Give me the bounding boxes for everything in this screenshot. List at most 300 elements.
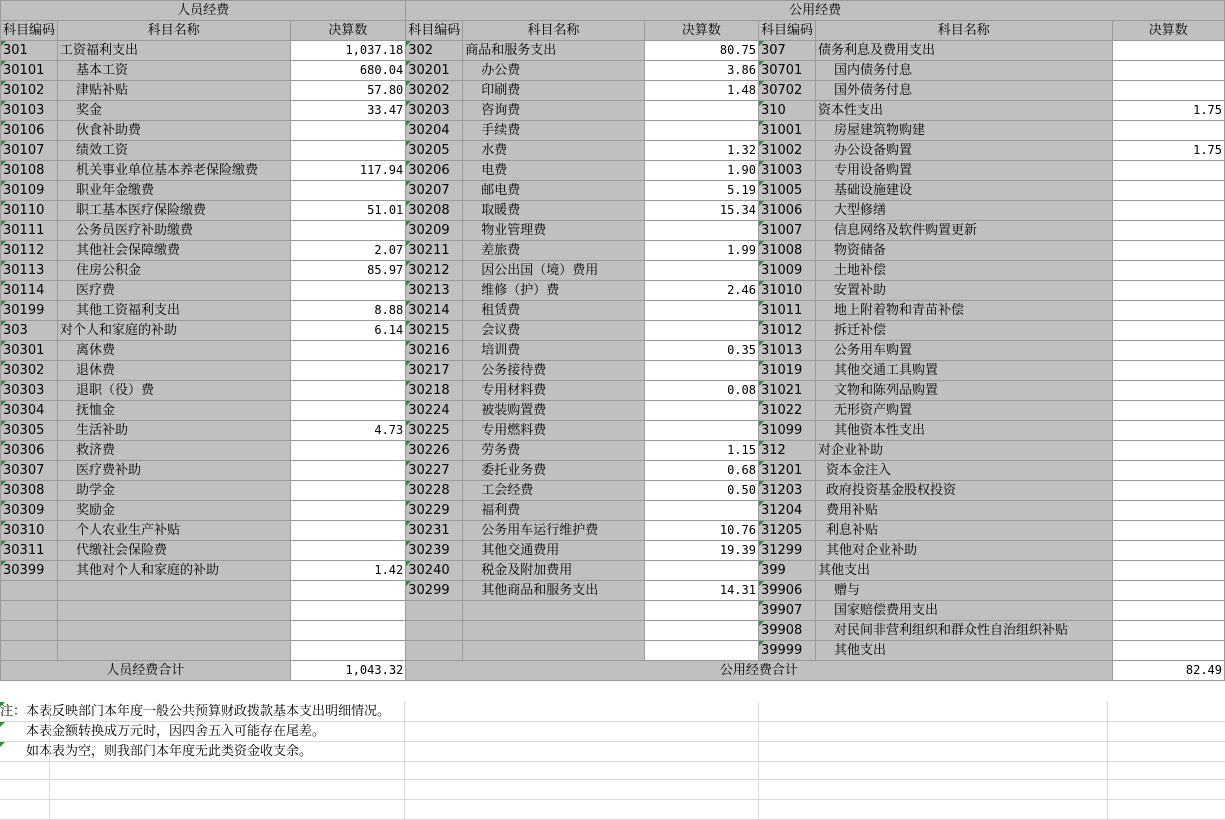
account-name[interactable] (463, 341, 644, 361)
account-name[interactable] (58, 481, 291, 501)
amount-cell[interactable]: 80.75 (644, 41, 758, 61)
col-header-amount[interactable]: 决算数 (644, 21, 758, 41)
account-code[interactable]: 30212 (406, 261, 463, 281)
account-code[interactable]: 39907 (758, 601, 815, 621)
account-name[interactable] (815, 161, 1112, 181)
account-code[interactable] (406, 601, 463, 621)
account-code[interactable]: 31002 (758, 141, 815, 161)
amount-cell[interactable] (644, 641, 758, 661)
account-name[interactable] (815, 361, 1112, 381)
account-code[interactable]: 31299 (758, 541, 815, 561)
account-code[interactable]: 30103 (1, 101, 58, 121)
account-code[interactable]: 30302 (1, 361, 58, 381)
account-name[interactable] (815, 441, 1112, 461)
amount-cell[interactable] (290, 481, 406, 501)
amount-cell[interactable] (290, 521, 406, 541)
account-code[interactable]: 30226 (406, 441, 463, 461)
amount-cell[interactable] (644, 561, 758, 581)
account-code[interactable]: 30225 (406, 421, 463, 441)
account-name[interactable] (815, 41, 1112, 61)
account-code[interactable]: 31007 (758, 221, 815, 241)
amount-cell[interactable] (644, 501, 758, 521)
account-code[interactable]: 30228 (406, 481, 463, 501)
account-code[interactable]: 312 (758, 441, 815, 461)
amount-cell[interactable] (1112, 341, 1224, 361)
amount-cell[interactable] (290, 341, 406, 361)
account-name[interactable] (58, 321, 291, 341)
account-name[interactable] (815, 641, 1112, 661)
account-name[interactable] (463, 561, 644, 581)
amount-cell[interactable] (1112, 281, 1224, 301)
amount-cell[interactable] (1112, 321, 1224, 341)
amount-cell[interactable] (1112, 621, 1224, 641)
amount-cell[interactable]: 6.14 (290, 321, 406, 341)
account-name[interactable] (815, 421, 1112, 441)
account-name[interactable] (58, 201, 291, 221)
amount-cell[interactable] (644, 301, 758, 321)
amount-cell[interactable] (644, 621, 758, 641)
account-name[interactable] (58, 381, 291, 401)
account-code[interactable]: 30205 (406, 141, 463, 161)
amount-cell[interactable] (1112, 581, 1224, 601)
amount-cell[interactable] (1112, 461, 1224, 481)
amount-cell[interactable]: 0.08 (644, 381, 758, 401)
empty-grid-row[interactable] (0, 800, 1225, 820)
account-code[interactable]: 31021 (758, 381, 815, 401)
amount-cell[interactable]: 1.48 (644, 81, 758, 101)
account-code[interactable]: 30211 (406, 241, 463, 261)
account-code[interactable]: 30208 (406, 201, 463, 221)
col-header-code[interactable]: 科目编码 (758, 21, 815, 41)
account-code[interactable]: 30218 (406, 381, 463, 401)
account-code[interactable] (406, 641, 463, 661)
amount-cell[interactable]: 1.99 (644, 241, 758, 261)
amount-cell[interactable]: 0.35 (644, 341, 758, 361)
account-code[interactable] (1, 581, 58, 601)
account-name[interactable] (463, 441, 644, 461)
account-name[interactable] (58, 301, 291, 321)
amount-cell[interactable] (1112, 161, 1224, 181)
account-code[interactable]: 30216 (406, 341, 463, 361)
account-name[interactable] (815, 241, 1112, 261)
amount-cell[interactable] (1112, 561, 1224, 581)
account-name[interactable] (815, 201, 1112, 221)
account-code[interactable]: 30310 (1, 521, 58, 541)
account-name[interactable] (815, 141, 1112, 161)
amount-cell[interactable] (644, 121, 758, 141)
account-name[interactable] (58, 181, 291, 201)
account-name[interactable] (463, 261, 644, 281)
account-name[interactable] (463, 121, 644, 141)
account-name[interactable] (463, 641, 644, 661)
account-name[interactable] (463, 141, 644, 161)
amount-cell[interactable] (644, 261, 758, 281)
account-code[interactable]: 302 (406, 41, 463, 61)
account-name[interactable] (815, 281, 1112, 301)
account-code[interactable]: 39999 (758, 641, 815, 661)
account-code[interactable]: 31022 (758, 401, 815, 421)
account-code[interactable]: 31013 (758, 341, 815, 361)
amount-cell[interactable]: 1.42 (290, 561, 406, 581)
account-name[interactable] (463, 501, 644, 521)
account-code[interactable]: 30215 (406, 321, 463, 341)
amount-cell[interactable] (1112, 401, 1224, 421)
account-name[interactable] (58, 121, 291, 141)
amount-cell[interactable]: 1.15 (644, 441, 758, 461)
account-name[interactable] (815, 81, 1112, 101)
amount-cell[interactable]: 0.50 (644, 481, 758, 501)
public-total-amount[interactable]: 82.49 (1112, 661, 1224, 681)
amount-cell[interactable]: 1.90 (644, 161, 758, 181)
amount-cell[interactable] (290, 281, 406, 301)
account-name[interactable] (463, 421, 644, 441)
amount-cell[interactable] (290, 221, 406, 241)
amount-cell[interactable]: 2.46 (644, 281, 758, 301)
account-name[interactable] (58, 81, 291, 101)
account-name[interactable] (58, 41, 291, 61)
amount-cell[interactable]: 1,037.18 (290, 41, 406, 61)
account-name[interactable] (58, 601, 291, 621)
account-name[interactable] (58, 101, 291, 121)
account-code[interactable]: 31010 (758, 281, 815, 301)
account-code[interactable]: 30110 (1, 201, 58, 221)
account-code[interactable]: 30240 (406, 561, 463, 581)
account-code[interactable]: 31099 (758, 421, 815, 441)
account-name[interactable] (815, 121, 1112, 141)
account-code[interactable]: 30239 (406, 541, 463, 561)
col-header-code[interactable]: 科目编码 (1, 21, 58, 41)
account-code[interactable]: 30304 (1, 401, 58, 421)
amount-cell[interactable] (290, 601, 406, 621)
account-name[interactable] (815, 501, 1112, 521)
account-name[interactable] (58, 281, 291, 301)
amount-cell[interactable] (290, 401, 406, 421)
account-name[interactable] (463, 361, 644, 381)
account-name[interactable] (463, 461, 644, 481)
amount-cell[interactable]: 0.68 (644, 461, 758, 481)
account-code[interactable]: 30308 (1, 481, 58, 501)
account-code[interactable]: 307 (758, 41, 815, 61)
amount-cell[interactable] (1112, 261, 1224, 281)
account-name[interactable] (815, 181, 1112, 201)
col-header-name[interactable]: 科目名称 (58, 21, 291, 41)
account-code[interactable]: 30229 (406, 501, 463, 521)
account-name[interactable] (58, 401, 291, 421)
amount-cell[interactable] (290, 581, 406, 601)
amount-cell[interactable] (644, 601, 758, 621)
personnel-total-amount[interactable]: 1,043.32 (290, 661, 406, 681)
amount-cell[interactable]: 680.04 (290, 61, 406, 81)
amount-cell[interactable] (290, 361, 406, 381)
account-name[interactable] (463, 401, 644, 421)
amount-cell[interactable]: 33.47 (290, 101, 406, 121)
account-name[interactable] (463, 221, 644, 241)
account-code[interactable]: 39906 (758, 581, 815, 601)
amount-cell[interactable] (1112, 521, 1224, 541)
account-code[interactable] (1, 621, 58, 641)
account-name[interactable] (463, 601, 644, 621)
account-code[interactable]: 310 (758, 101, 815, 121)
col-header-name[interactable]: 科目名称 (463, 21, 644, 41)
account-code[interactable]: 31019 (758, 361, 815, 381)
account-name[interactable] (463, 321, 644, 341)
account-name[interactable] (815, 61, 1112, 81)
account-code[interactable]: 31008 (758, 241, 815, 261)
amount-cell[interactable] (290, 461, 406, 481)
account-code[interactable]: 30303 (1, 381, 58, 401)
account-code[interactable]: 30311 (1, 541, 58, 561)
account-name[interactable] (815, 101, 1112, 121)
amount-cell[interactable] (1112, 441, 1224, 461)
amount-cell[interactable]: 14.31 (644, 581, 758, 601)
account-name[interactable] (58, 361, 291, 381)
account-code[interactable]: 30702 (758, 81, 815, 101)
amount-cell[interactable] (290, 121, 406, 141)
account-name[interactable] (463, 81, 644, 101)
amount-cell[interactable] (290, 141, 406, 161)
amount-cell[interactable]: 51.01 (290, 201, 406, 221)
account-name[interactable] (58, 421, 291, 441)
amount-cell[interactable]: 4.73 (290, 421, 406, 441)
empty-grid-row[interactable] (0, 760, 1225, 780)
account-name[interactable] (463, 41, 644, 61)
amount-cell[interactable] (1112, 421, 1224, 441)
amount-cell[interactable]: 5.19 (644, 181, 758, 201)
account-code[interactable]: 31009 (758, 261, 815, 281)
amount-cell[interactable]: 3.86 (644, 61, 758, 81)
amount-cell[interactable] (290, 441, 406, 461)
account-code[interactable]: 30227 (406, 461, 463, 481)
amount-cell[interactable]: 8.88 (290, 301, 406, 321)
amount-cell[interactable] (1112, 81, 1224, 101)
account-code[interactable]: 31204 (758, 501, 815, 521)
account-code[interactable]: 30107 (1, 141, 58, 161)
account-code[interactable]: 30101 (1, 61, 58, 81)
account-name[interactable] (58, 221, 291, 241)
personnel-title[interactable]: 人员经费 (1, 1, 406, 21)
account-name[interactable] (463, 101, 644, 121)
amount-cell[interactable]: 57.80 (290, 81, 406, 101)
account-name[interactable] (815, 461, 1112, 481)
account-code[interactable]: 303 (1, 321, 58, 341)
amount-cell[interactable] (1112, 41, 1224, 61)
note-line[interactable] (0, 702, 1225, 722)
amount-cell[interactable] (290, 641, 406, 661)
account-code[interactable]: 31201 (758, 461, 815, 481)
account-code[interactable]: 30701 (758, 61, 815, 81)
account-code[interactable]: 30309 (1, 501, 58, 521)
amount-cell[interactable] (1112, 221, 1224, 241)
amount-cell[interactable] (290, 541, 406, 561)
account-name[interactable] (463, 581, 644, 601)
amount-cell[interactable]: 85.97 (290, 261, 406, 281)
note-line[interactable] (0, 742, 1225, 762)
account-name[interactable] (58, 461, 291, 481)
account-name[interactable] (815, 521, 1112, 541)
account-name[interactable] (815, 621, 1112, 641)
amount-cell[interactable] (644, 421, 758, 441)
account-name[interactable] (58, 261, 291, 281)
account-name[interactable] (463, 301, 644, 321)
public-title[interactable]: 公用经费 (406, 1, 1225, 21)
amount-cell[interactable] (644, 361, 758, 381)
account-name[interactable] (815, 581, 1112, 601)
amount-cell[interactable] (644, 101, 758, 121)
account-name[interactable] (58, 581, 291, 601)
account-code[interactable] (1, 601, 58, 621)
amount-cell[interactable] (1112, 121, 1224, 141)
col-header-name[interactable]: 科目名称 (815, 21, 1112, 41)
account-code[interactable]: 30206 (406, 161, 463, 181)
account-code[interactable]: 31011 (758, 301, 815, 321)
account-name[interactable] (58, 621, 291, 641)
empty-grid-row[interactable] (0, 780, 1225, 800)
account-name[interactable] (815, 541, 1112, 561)
amount-cell[interactable] (1112, 641, 1224, 661)
account-code[interactable]: 31005 (758, 181, 815, 201)
account-name[interactable] (815, 381, 1112, 401)
account-code[interactable]: 30214 (406, 301, 463, 321)
account-code[interactable]: 30209 (406, 221, 463, 241)
amount-cell[interactable]: 19.39 (644, 541, 758, 561)
amount-cell[interactable]: 117.94 (290, 161, 406, 181)
amount-cell[interactable]: 10.76 (644, 521, 758, 541)
account-code[interactable]: 30106 (1, 121, 58, 141)
amount-cell[interactable] (644, 321, 758, 341)
account-code[interactable]: 30108 (1, 161, 58, 181)
account-name[interactable] (463, 381, 644, 401)
amount-cell[interactable] (1112, 301, 1224, 321)
account-name[interactable] (58, 541, 291, 561)
account-code[interactable]: 30306 (1, 441, 58, 461)
account-code[interactable]: 31001 (758, 121, 815, 141)
account-code[interactable]: 30113 (1, 261, 58, 281)
account-name[interactable] (58, 341, 291, 361)
account-code[interactable]: 301 (1, 41, 58, 61)
col-header-amount[interactable]: 决算数 (1112, 21, 1224, 41)
account-code[interactable]: 30112 (1, 241, 58, 261)
amount-cell[interactable] (644, 221, 758, 241)
amount-cell[interactable] (1112, 181, 1224, 201)
col-header-amount[interactable]: 决算数 (290, 21, 406, 41)
amount-cell[interactable] (644, 401, 758, 421)
account-code[interactable]: 30102 (1, 81, 58, 101)
account-code[interactable] (1, 641, 58, 661)
account-name[interactable] (463, 521, 644, 541)
account-code[interactable]: 30114 (1, 281, 58, 301)
amount-cell[interactable] (1112, 201, 1224, 221)
amount-cell[interactable] (1112, 241, 1224, 261)
amount-cell[interactable] (1112, 381, 1224, 401)
account-code[interactable]: 39908 (758, 621, 815, 641)
account-code[interactable]: 30231 (406, 521, 463, 541)
account-name[interactable] (58, 501, 291, 521)
account-code[interactable]: 399 (758, 561, 815, 581)
amount-cell[interactable] (1112, 501, 1224, 521)
account-code[interactable]: 30201 (406, 61, 463, 81)
amount-cell[interactable]: 1.32 (644, 141, 758, 161)
account-code[interactable]: 30224 (406, 401, 463, 421)
note-line[interactable] (0, 722, 1225, 742)
amount-cell[interactable] (1112, 541, 1224, 561)
account-name[interactable] (815, 401, 1112, 421)
account-name[interactable] (463, 541, 644, 561)
account-code[interactable]: 30111 (1, 221, 58, 241)
amount-cell[interactable]: 1.75 (1112, 141, 1224, 161)
account-code[interactable]: 31205 (758, 521, 815, 541)
account-name[interactable] (463, 621, 644, 641)
account-name[interactable] (815, 601, 1112, 621)
account-code[interactable]: 30299 (406, 581, 463, 601)
amount-cell[interactable] (1112, 601, 1224, 621)
amount-cell[interactable]: 15.34 (644, 201, 758, 221)
amount-cell[interactable] (290, 501, 406, 521)
account-code[interactable]: 30203 (406, 101, 463, 121)
personnel-total-label[interactable]: 人员经费合计 (1, 661, 291, 681)
account-name[interactable] (58, 641, 291, 661)
account-name[interactable] (58, 61, 291, 81)
account-name[interactable] (815, 261, 1112, 281)
account-name[interactable] (58, 441, 291, 461)
amount-cell[interactable] (1112, 361, 1224, 381)
account-name[interactable] (463, 241, 644, 261)
account-code[interactable]: 30204 (406, 121, 463, 141)
account-name[interactable] (463, 181, 644, 201)
col-header-code[interactable]: 科目编码 (406, 21, 463, 41)
amount-cell[interactable]: 2.07 (290, 241, 406, 261)
account-code[interactable]: 30305 (1, 421, 58, 441)
account-name[interactable] (815, 301, 1112, 321)
account-code[interactable]: 30202 (406, 81, 463, 101)
account-code[interactable]: 30199 (1, 301, 58, 321)
amount-cell[interactable] (290, 381, 406, 401)
account-name[interactable] (815, 561, 1112, 581)
account-name[interactable] (815, 341, 1112, 361)
account-name[interactable] (463, 161, 644, 181)
account-code[interactable]: 31012 (758, 321, 815, 341)
amount-cell[interactable] (290, 621, 406, 641)
amount-cell[interactable] (290, 181, 406, 201)
account-name[interactable] (463, 61, 644, 81)
account-code[interactable]: 30399 (1, 561, 58, 581)
amount-cell[interactable] (1112, 61, 1224, 81)
account-name[interactable] (58, 161, 291, 181)
account-code[interactable]: 30307 (1, 461, 58, 481)
account-name[interactable] (815, 221, 1112, 241)
amount-cell[interactable]: 1.75 (1112, 101, 1224, 121)
account-code[interactable]: 31203 (758, 481, 815, 501)
account-code[interactable]: 30207 (406, 181, 463, 201)
account-code[interactable]: 31003 (758, 161, 815, 181)
public-total-label[interactable]: 公用经费合计 (406, 661, 1112, 681)
account-name[interactable] (815, 321, 1112, 341)
account-name[interactable] (58, 561, 291, 581)
amount-cell[interactable] (1112, 481, 1224, 501)
account-name[interactable] (463, 281, 644, 301)
account-name[interactable] (58, 141, 291, 161)
account-code[interactable]: 30213 (406, 281, 463, 301)
account-code[interactable]: 31006 (758, 201, 815, 221)
account-code[interactable]: 30109 (1, 181, 58, 201)
account-code[interactable]: 30301 (1, 341, 58, 361)
account-name[interactable] (58, 521, 291, 541)
account-name[interactable] (58, 241, 291, 261)
account-name[interactable] (463, 481, 644, 501)
account-name[interactable] (463, 201, 644, 221)
account-code[interactable] (406, 621, 463, 641)
account-code[interactable]: 30217 (406, 361, 463, 381)
account-name[interactable] (815, 481, 1112, 501)
